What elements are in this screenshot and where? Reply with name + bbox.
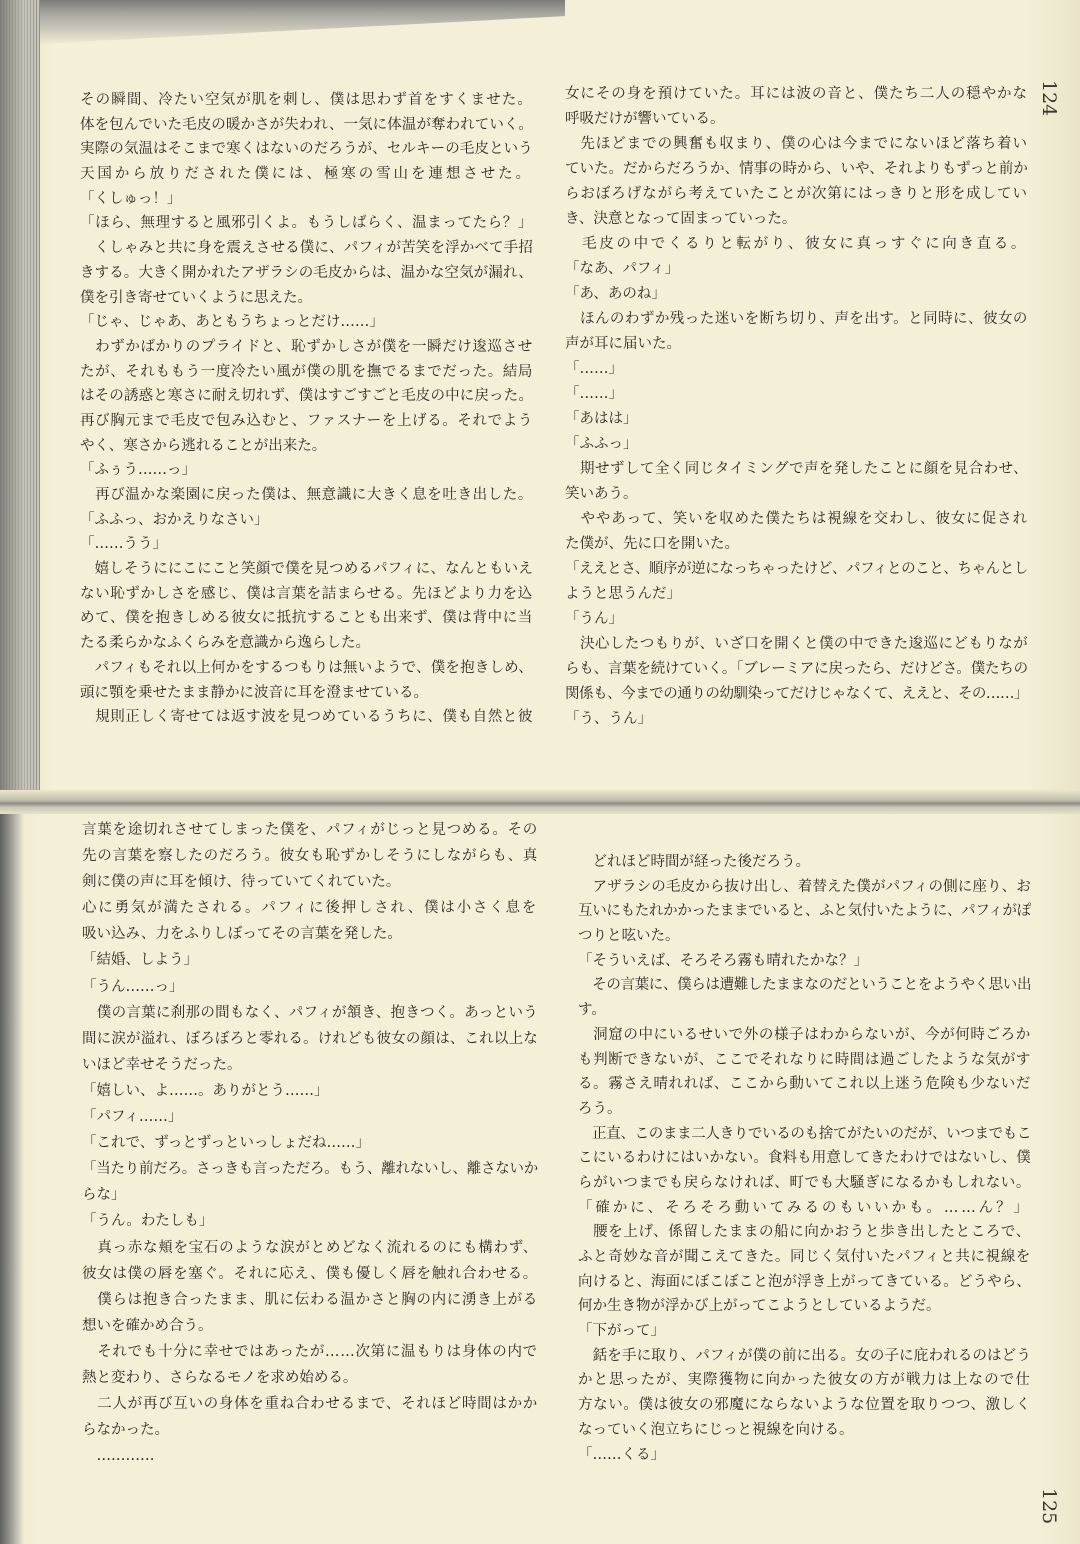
text-line-content: 女にその身を預けていた。耳には波の音と、僕たち二人の穏やかな	[565, 86, 1028, 102]
text-line	[80, 532, 535, 557]
text-line	[82, 817, 540, 843]
text-line-content: 体を包んでいた毛皮の暖かさが失われ、一気に体温が奪われていく。	[80, 116, 533, 133]
text-line-content: 「じゃ、じゃあ、あともうちょっとだけ……」	[80, 314, 384, 331]
text-line-content: 腰を上げ、係留したままの船に向かおうと歩き出したところで、	[578, 1224, 1031, 1241]
text-line-content: 頭に顎を乗せたまま静かに波音に耳を澄ませている。	[80, 684, 428, 701]
text-line-content: 「ふぅう……っ」	[80, 462, 196, 479]
text-line-content: 剣に僕の声に耳を傾け、待っていてくれていた。	[82, 874, 401, 891]
text-line-content: 「なあ、パフィ」	[565, 261, 680, 277]
text-line	[578, 973, 1033, 998]
text-line-content: 「これで、ずっとずっといっしょだね……」	[82, 1135, 370, 1152]
text-line-content: はその誘惑と寒さに耐え切れず、僕はすごすごと毛皮の中に戻った。	[80, 388, 533, 405]
text-line	[565, 182, 1030, 207]
text-line-content: 「下がって」	[578, 1323, 665, 1340]
text-line-content: やく、寒さから逃れることが出来た。	[80, 437, 327, 454]
text-line-content: 天国から放りだされた僕には、極寒の雪山を連想させた。	[80, 166, 533, 183]
text-line-content: 「……うう」	[80, 536, 167, 553]
text-line-content: たる柔らかなふくらみを意識から逸らした。	[80, 635, 370, 652]
text-line	[565, 532, 1030, 557]
text-line-content: 「うん。わたしも」	[82, 1213, 214, 1230]
text-line	[565, 207, 1030, 232]
text-line-content: 先の言葉を察したのだろう。彼女も恥ずかしそうにしながらも、真	[82, 848, 538, 865]
text-line-content: 笑いあう。	[565, 486, 638, 502]
text-line	[565, 482, 1030, 507]
text-line-content: 「当たり前だろ。さっきも言っただろ。もう、離れないし、離さないか	[82, 1161, 538, 1178]
text-line-content: 僕の言葉に刹那の間もなく、パフィが頷き、抱きつく。あっという	[82, 1004, 539, 1021]
text-line	[565, 232, 1030, 257]
text-line	[565, 632, 1030, 657]
text-line-content: なっていく泡立ちにじっと視線を向ける。	[578, 1421, 854, 1438]
text-line	[80, 187, 535, 212]
text-line	[80, 681, 535, 706]
text-line-content: どれほど時間が経った後だろう。	[578, 854, 810, 870]
text-line-content: 想いを確かめ合う。	[82, 1317, 213, 1334]
text-line-content: 嬉しそうににこにこと笑顔で僕を見つめるパフィに、なんともいえ	[80, 561, 533, 578]
text-line	[82, 1052, 540, 1078]
text-line	[82, 1078, 540, 1104]
text-line	[578, 1270, 1033, 1295]
text-line	[578, 1294, 1033, 1319]
text-line	[565, 357, 1030, 382]
page-edge-shadow	[0, 814, 24, 1544]
text-line	[565, 132, 1030, 157]
text-line	[578, 1319, 1033, 1344]
text-line	[80, 508, 535, 533]
text-line	[80, 360, 535, 385]
text-line-content: ややあって、笑いを収めた僕たちは視線を交わし、彼女に促され	[565, 511, 1029, 527]
text-line	[82, 1026, 540, 1052]
text-line-content: 関係も、今までの通りの幼馴染ってだけじゃなくて、ええと、その……」	[565, 686, 1029, 702]
text-line	[578, 1443, 1033, 1468]
text-line-content: めて、僕を抱きしめる彼女に抵抗することも出来ず、僕は背中に当	[80, 610, 534, 627]
text-line	[82, 895, 540, 921]
text-line	[578, 1122, 1033, 1147]
text-line	[565, 257, 1030, 282]
text-line	[80, 335, 535, 360]
text-line-content: らも、言葉を続けていく。「ブレーミアに戻ったら、だけどさ。僕たちの	[565, 661, 1028, 677]
text-line-content: 決心したつもりが、いざ口を開くと僕の中できた逡巡にどもりなが	[565, 636, 1029, 652]
text-line	[80, 705, 535, 730]
page-stack-edge	[0, 0, 40, 796]
text-line	[82, 974, 540, 1000]
text-line-content: 二人が再び互いの身体を重ね合わせるまで、それほど時間はかか	[82, 1396, 539, 1413]
text-line	[82, 1130, 540, 1156]
text-line	[578, 924, 1033, 949]
text-line-content: その瞬間、冷たい空気が肌を刺し、僕は思わず首をすくませた。	[80, 92, 533, 108]
text-line	[82, 947, 540, 973]
text-line	[80, 434, 535, 459]
text-line-content: いほど幸せそうだった。	[82, 1056, 242, 1073]
text-line-content: わずかばかりのプライドと、恥ずかしさが僕を一瞬だけ逡巡させ	[80, 338, 533, 355]
text-line-content: その言葉に、僕らは遭難したままなのだということをようやく思い出	[578, 977, 1032, 994]
text-line	[82, 1182, 540, 1208]
text-line-content: き、決意となって固まっていった。	[565, 211, 797, 227]
text-line-content: 「ほら、無理すると風邪引くよ。もうしばらく、温まってたら？」	[80, 215, 534, 232]
text-line	[578, 899, 1033, 924]
text-line	[82, 1339, 540, 1365]
text-line-content: ていた。だからだろうか、情事の時から、いや、それよりもずっと前か	[565, 161, 1028, 177]
text-line	[565, 107, 1030, 132]
text-line	[80, 409, 535, 434]
text-line-content: た僕が、先に口を開いた。	[565, 536, 739, 552]
text-line	[565, 682, 1030, 707]
text-line	[80, 286, 535, 311]
text-line	[565, 157, 1030, 182]
text-line	[565, 282, 1030, 307]
text-line	[82, 843, 540, 869]
text-column	[80, 88, 535, 734]
text-line	[82, 1365, 540, 1391]
text-line-content: 洞窟の中にいるせいで外の様子はわからないが、今が何時ごろか	[578, 1026, 1031, 1043]
text-line	[82, 869, 540, 895]
text-line	[80, 113, 535, 138]
text-line-content: も判断できないが、ここでそれなりに時間は過ごしたような気がす	[578, 1051, 1031, 1068]
text-line	[565, 307, 1030, 332]
text-line	[578, 1393, 1033, 1418]
text-column	[82, 817, 540, 1477]
text-line-content: 言葉を途切れさせてしまった僕を、パフィがじっと見つめる。その	[82, 822, 539, 838]
text-line-content: 彼女は僕の唇を塞ぐ。それに応え、僕も優しく唇を触れ合わせる。	[82, 1265, 538, 1282]
text-line-content: パフィもそれ以上何かをするつもりは無いようで、僕を抱きしめ、	[80, 659, 533, 676]
page-number: 124	[1038, 80, 1060, 117]
text-line-content: 「う、うん」	[565, 711, 652, 727]
text-line	[578, 1097, 1033, 1122]
text-line-content: 期せずして全く同じタイミングで声を発したことに顔を見合わせ、	[565, 461, 1029, 477]
text-line-content: 再び温かな楽園に戻った僕は、無意識に大きく息を吐き出した。	[80, 487, 533, 503]
text-line	[82, 1156, 540, 1182]
text-line-content: 向けると、海面にぼこぼこと泡が浮き上がってきている。どうやら、	[578, 1273, 1031, 1290]
text-line-content: る。霧さえ晴れれば、ここから動いてこれ以上迷う危険も少ないだ	[578, 1076, 1031, 1093]
text-line	[80, 88, 535, 113]
text-line	[82, 1391, 540, 1417]
text-line-content: 「……」	[565, 361, 623, 377]
text-line-content: 「ええとさ、順序が逆になっちゃったけど、パフィとのこと、ちゃんとし	[565, 561, 1028, 577]
text-line-content: きする。大きく開かれたアザラシの毛皮からは、温かな空気が漏れ、	[80, 264, 533, 281]
text-line-content: 「そういえば、そろそろ霧も晴れたかな？」	[578, 952, 868, 969]
text-line-content: くしゃみと共に身を震えさせる僕に、パフィが苦笑を浮かべて手招	[80, 240, 533, 257]
text-line	[80, 656, 535, 681]
text-line	[578, 1023, 1033, 1048]
text-column	[565, 82, 1030, 734]
text-line-content: 互いにもたれかかったままでいると、ふと気付いたように、パフィがぽ	[578, 903, 1031, 920]
text-line-content: …………	[82, 1448, 155, 1465]
text-line	[82, 1287, 540, 1313]
text-line-content: かと思ったが、実際獲物に向かった彼女の方が戦力は上なので仕	[578, 1372, 1031, 1389]
text-line	[565, 332, 1030, 357]
text-line-content: 間に涙が溢れ、ぼろぼろと零れる。けれども彼女の顔は、これ以上な	[82, 1030, 538, 1047]
text-line	[80, 384, 535, 409]
text-line	[565, 557, 1030, 582]
text-line-content: ない恥ずかしさを感じ、僕は言葉を詰まらせる。先ほどより力を込	[80, 585, 533, 602]
text-line	[80, 606, 535, 631]
text-line-content: 「確かに、そろそろ動いてみるのもいいかも。……ん？」	[578, 1199, 1031, 1216]
text-line	[80, 310, 535, 335]
text-line-content: 「くしゅっ！」	[80, 190, 182, 207]
text-line	[578, 1072, 1033, 1097]
text-line-content: 先ほどまでの興奮も収まり、僕の心は今までにないほど落ち着い	[565, 136, 1028, 152]
text-line-content: 声が耳に届いた。	[565, 336, 681, 352]
text-line-content: アザラシの毛皮から抜け出し、着替えた僕がパフィの側に座り、お	[578, 878, 1031, 895]
text-line-content: 僕を引き寄せていくように思えた。	[80, 289, 312, 306]
text-line	[80, 162, 535, 187]
text-line	[565, 82, 1030, 107]
text-line-content: 呼吸だけが響いている。	[565, 111, 725, 127]
text-line	[578, 1171, 1033, 1196]
text-line	[82, 1443, 540, 1469]
text-line-content: 熱と変わり、さらなるモノを求め始める。	[82, 1369, 358, 1386]
text-line	[80, 137, 535, 162]
text-line-content: ほんのわずか残った迷いを断ち切り、声を出す。と同時に、彼女の	[565, 311, 1028, 327]
text-line	[578, 1220, 1033, 1245]
text-line-content: 「ふふっ」	[565, 436, 638, 452]
text-line	[578, 1368, 1033, 1393]
text-line-content: 正直、このまま二人きりでいるのも捨てがたいのだが、いつまでもこ	[578, 1125, 1032, 1142]
text-line	[565, 507, 1030, 532]
text-line	[578, 1344, 1033, 1369]
text-line	[578, 1146, 1033, 1171]
text-line	[82, 1313, 540, 1339]
text-line-content: こにいるわけにはいかない。食料も用意してきたわけではないし、僕	[578, 1150, 1031, 1167]
text-line	[578, 875, 1033, 900]
text-line-content: 「パフィ……」	[82, 1109, 183, 1126]
text-line-content: 吸い込み、力をふりしぼってその言葉を発した。	[82, 926, 402, 943]
text-line	[82, 1235, 540, 1261]
text-line-content: 方ない。僕は彼女の邪魔にならないような位置を取りつつ、激しく	[578, 1397, 1032, 1414]
text-line-content: らおぼろげながら考えていたことが次第にはっきりと形を成してい	[565, 186, 1028, 202]
text-line-content: つりと呟いた。	[578, 928, 680, 945]
text-line	[565, 582, 1030, 607]
text-line-content: ようと思うんだ」	[565, 586, 681, 602]
text-line-content: ふと奇妙な音が聞こえてきた。同じく気付いたパフィと共に視線を	[578, 1249, 1032, 1265]
text-line	[578, 1048, 1033, 1073]
text-line	[565, 657, 1030, 682]
text-line	[578, 1245, 1033, 1270]
text-line	[578, 850, 1033, 875]
text-line	[82, 1261, 540, 1287]
text-line	[578, 998, 1033, 1023]
text-line-content: 「……くる」	[578, 1446, 665, 1463]
text-line-content: 「ふふっ、おかえりなさい」	[80, 511, 269, 528]
text-line-content: 「結婚、しよう」	[82, 952, 198, 969]
text-line-content: それでも十分に幸せではあったが……次第に温もりは身体の内で	[82, 1343, 538, 1360]
text-line	[80, 631, 535, 656]
text-line-content: 「うん」	[565, 611, 623, 627]
text-line-content: 銛を手に取り、パフィが僕の前に出る。女の子に庇われるのはどう	[578, 1347, 1031, 1364]
text-line-content: 何か生き物が浮かび上がってこようとしているようだ。	[578, 1298, 941, 1315]
text-line	[82, 1000, 540, 1026]
text-line-content: 「あはは」	[565, 411, 638, 427]
page-number: 125	[1038, 1488, 1060, 1525]
text-line	[80, 211, 535, 236]
text-line-content: 「うん……っ」	[82, 978, 184, 995]
text-line	[82, 1208, 540, 1234]
text-line	[578, 1196, 1033, 1221]
text-line-content: す。	[578, 1002, 606, 1019]
text-line	[82, 921, 540, 947]
text-line-content: らな」	[82, 1187, 126, 1204]
text-line	[82, 1417, 540, 1443]
text-line	[82, 1104, 540, 1130]
text-line-content: 僕らは抱き合ったまま、肌に伝わる温かさと胸の内に湧き上がる	[82, 1291, 538, 1308]
text-line	[80, 483, 535, 508]
text-line	[80, 557, 535, 582]
page-gutter	[0, 790, 1080, 816]
text-line-content: らなかった。	[82, 1422, 169, 1439]
text-line-content: らがいつまでも戻らなければ、町でも大騒ぎになるかもしれない。	[578, 1174, 1031, 1191]
text-line	[565, 382, 1030, 407]
text-line	[80, 236, 535, 261]
text-line-content: 再び胸元まで毛皮で包み込むと、ファスナーを上げる。それでよう	[80, 412, 534, 429]
text-line-content: 毛皮の中でくるりと転がり、彼女に真っすぐに向き直る。	[565, 236, 1029, 252]
text-line	[565, 432, 1030, 457]
text-line	[565, 607, 1030, 632]
text-line-content: 真っ赤な頬を宝石のような涙がとめどなく流れるのにも構わず、	[82, 1239, 539, 1256]
text-line-content: ろう。	[578, 1100, 622, 1117]
text-line	[565, 457, 1030, 482]
text-line-content: 心に勇気が満たされる。パフィに後押しされ、僕は小さく息を	[82, 900, 539, 917]
text-line	[80, 458, 535, 483]
text-line-content: 「……」	[565, 386, 623, 402]
text-line	[80, 261, 535, 286]
text-line	[565, 407, 1030, 432]
text-line-content: 「あ、あのね」	[565, 286, 666, 302]
text-line	[80, 582, 535, 607]
text-line-content: たが、それももう一度冷たい風が僕の肌を撫でるまでだった。結局	[80, 363, 533, 380]
text-line-content: 「嬉しい、よ……。ありがとう……」	[82, 1082, 329, 1099]
text-column	[578, 850, 1033, 1470]
text-line	[565, 707, 1030, 732]
text-line-content: 規則正しく寄せては返す波を見つめているうちに、僕も自然と彼	[80, 709, 533, 726]
text-line-content: 実際の気温はそこまで寒くはないのだろうが、セルキーの毛皮という	[80, 141, 533, 158]
text-line	[578, 1418, 1033, 1443]
text-line	[578, 949, 1033, 974]
